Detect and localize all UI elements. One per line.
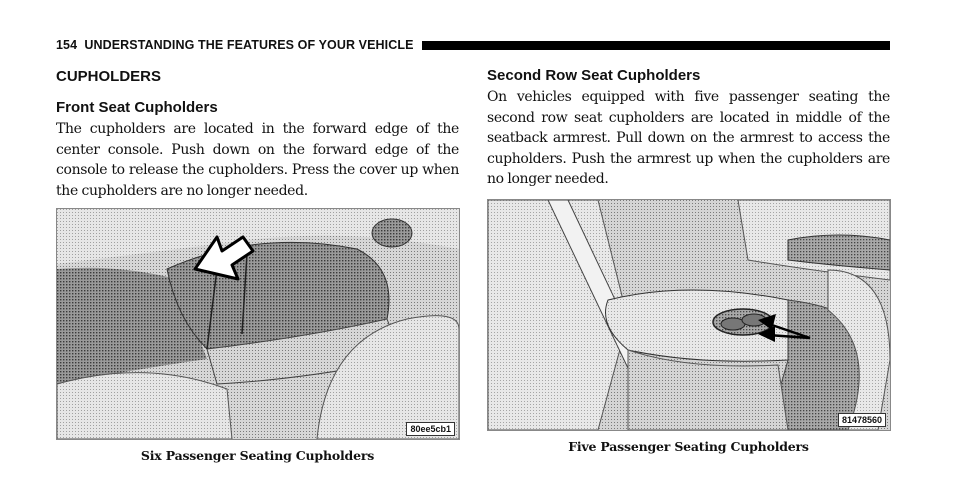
front-cupholder-illustration <box>56 208 460 440</box>
front-seat-paragraph: The cupholders are located in the forward edge of the center console. Push down on the forward edge of the console to release the cupholders. Press the cover up when the cupholders are no longer needed. <box>56 121 459 199</box>
second-row-heading: Second Row Seat Cupholders <box>487 67 701 84</box>
page-number: 154 <box>56 38 78 52</box>
section-title: UNDERSTANDING THE FEATURES OF YOUR VEHICLE <box>84 38 414 52</box>
header-rule <box>422 41 890 50</box>
page-header-text <box>56 38 414 52</box>
second-row-armrest-drawing <box>488 200 890 430</box>
front-figure-caption: Six Passenger Seating Cupholders <box>140 448 375 463</box>
second-row-figure-caption: Five Passenger Seating Cupholders <box>568 438 809 454</box>
left-column <box>56 66 459 463</box>
page-header <box>56 36 890 54</box>
second-row-cupholder-illustration <box>487 199 891 431</box>
front-seat-heading: Front Seat Cupholders <box>56 99 218 116</box>
figure-code: 81478560 <box>838 413 886 427</box>
front-console-drawing <box>57 209 459 439</box>
second-row-paragraph: On vehicles equipped with five passenger seating the second row seat cupholders are located in middle of the seatback armrest. Pull down on the armrest to access the cupholders. Push the armrest up when the cupholders are no longer needed. <box>487 89 890 187</box>
section-heading: CUPHOLDERS <box>56 68 162 85</box>
figure-code: 80ee5cb1 <box>406 422 455 436</box>
right-column <box>487 66 890 454</box>
